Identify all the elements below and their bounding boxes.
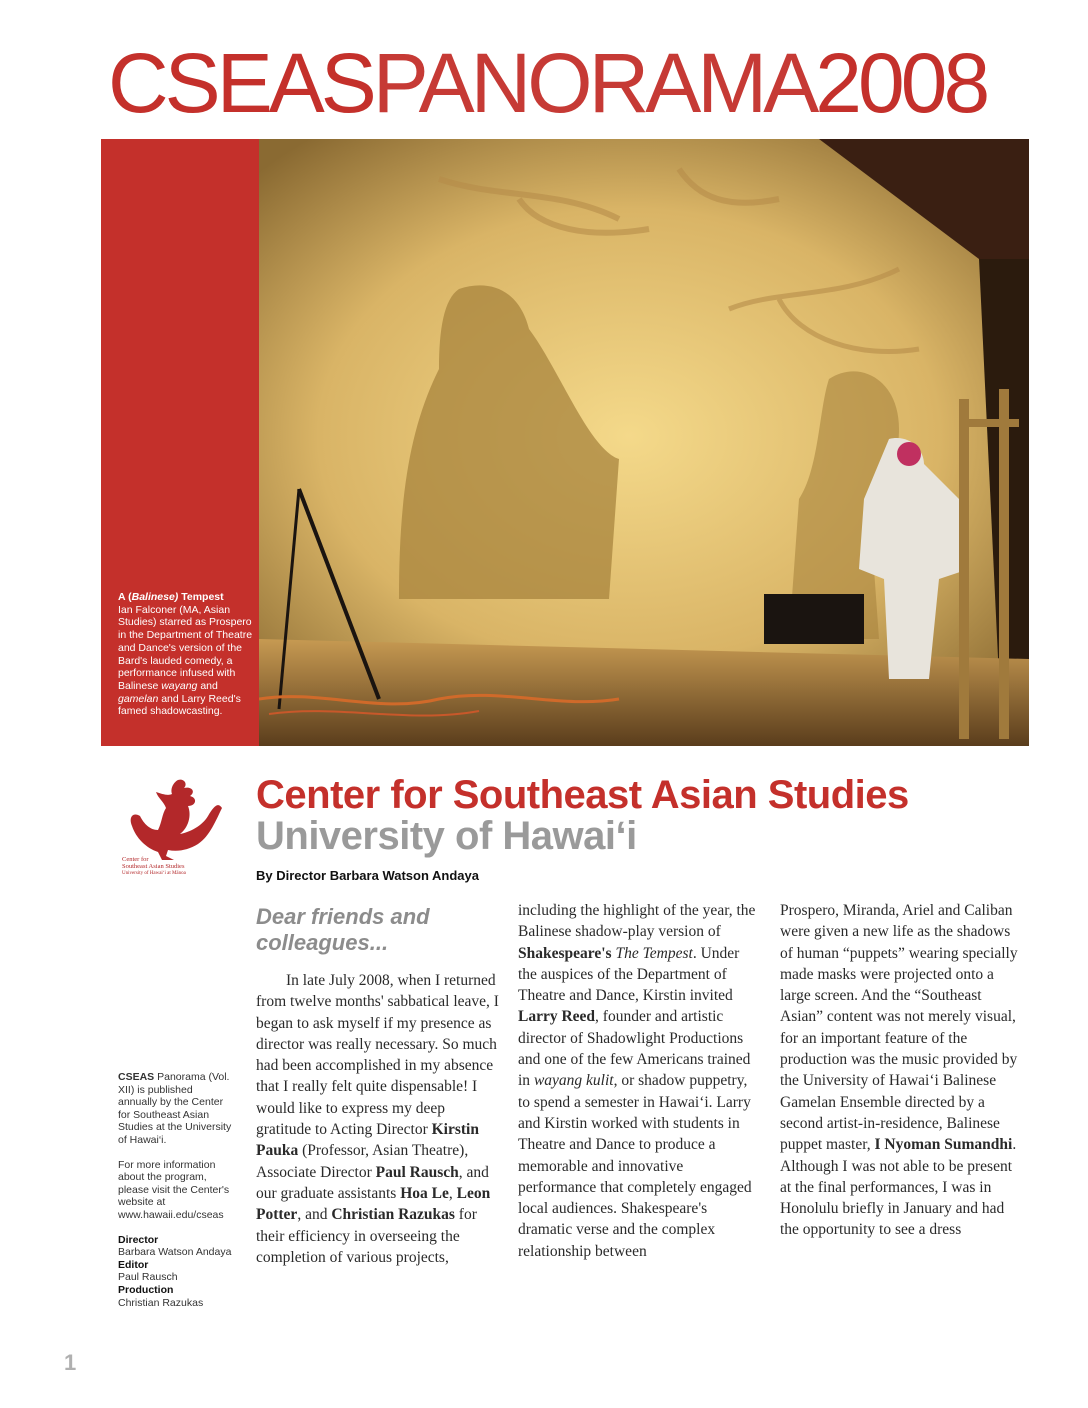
- stage-illustration: [259, 139, 1029, 746]
- logo-line-3: University of Hawai‘i at Mānoa: [122, 871, 186, 876]
- byline: By Director Barbara Watson Andaya: [256, 868, 479, 883]
- page-number: 1: [64, 1350, 77, 1375]
- publication-statement: CSEAS Panorama (Vol. XII) is published annually by the Center for Southeast Asian Studies at the University of Hawai‘i.: [118, 1071, 232, 1146]
- logo-line-2: Southeast Asian Studies: [122, 863, 185, 870]
- article-column-1: In late July 2008, when I returned from twelve months' sabbatical leave, I began to ask myself if my presence as director was really necessary. So much had been accomplished in my absence that I really felt quite dispensable! I would like to express my deep gratitude to Acting Director Kirstin Pauka (Professor, Asian Theatre), Associate Director Paul Rausch, and our graduate assistants Hoa Le, Leon Potter, and Christian Razukas for their efficiency in overseeing the completion of various projects,: [256, 972, 499, 1266]
- logo-line-1: Center for: [122, 856, 149, 863]
- university-subheading: University of Hawai‘i: [256, 814, 637, 858]
- shadow-play-photo: [259, 139, 1029, 746]
- caption-body: Ian Falconer (MA, Asian Studies) starred as Prospero in the Department of Theatre and Dance's version of the Bard's lauded comedy, a performance infused with Balinese wayang and gamelan and Larry Reed's famed shadowcasting.: [118, 603, 253, 718]
- logo-text: [122, 856, 232, 877]
- article-column-2: including the highlight of the year, the Balinese shadow-play version of Shakespeare's The Tempest. Under the auspices of the Department of Theatre and Dance, Kirstin invited Larry Reed, founder and artistic director of Shadowlight Productions and one of the few Americans trained in wayang kulit, or shadow puppetry, to spend a semester in Hawai‘i. Larry and Kirstin worked with students in Theatre and Dance to produce a memorable and innovative performance that completely engaged local audiences. Shakespeare's dramatic verse and the complex relationship between: [518, 902, 756, 1260]
- production-label: Production: [118, 1283, 174, 1296]
- greeting-heading: Dear friends and colleagues...: [256, 904, 430, 955]
- director-name: Barbara Watson Andaya: [118, 1246, 232, 1259]
- publication-info: [118, 1071, 233, 1309]
- masthead: [108, 38, 1028, 128]
- masthead-panorama: PANORAMA: [372, 36, 816, 130]
- caption-title: A (Balinese) Tempest: [118, 591, 224, 603]
- website-info: For more information about the program, please visit the Center's website at www.hawaii.edu/cseas: [118, 1158, 230, 1221]
- staff-credits: [118, 1234, 233, 1310]
- masthead-cseas: CSEAS: [108, 36, 373, 130]
- masthead-year: 2008: [815, 36, 987, 130]
- photo-caption: [118, 591, 256, 718]
- editor-name: Paul Rausch: [118, 1271, 178, 1284]
- director-label: Director: [118, 1233, 159, 1246]
- article-column-3: Prospero, Miranda, Ariel and Caliban were given a new life as the shadows of human “puppets” wearing specially made masks were projected onto a large screen. And the “Southeast Asian” content was not merely visual, for an important feature of the production was the music provided by the University of Hawai‘i Balinese Gamelan Ensemble directed by a second artist-in-residence, Balinese puppet master, I Nyoman Sumandhi. Although I was not able to be present at the final performances, I was in Honolulu briefly in January and had the opportunity to see a dress: [780, 902, 1018, 1239]
- center-heading: Center for Southeast Asian Studies: [256, 773, 909, 817]
- production-name: Christian Razukas: [118, 1296, 204, 1309]
- editor-label: Editor: [118, 1258, 149, 1271]
